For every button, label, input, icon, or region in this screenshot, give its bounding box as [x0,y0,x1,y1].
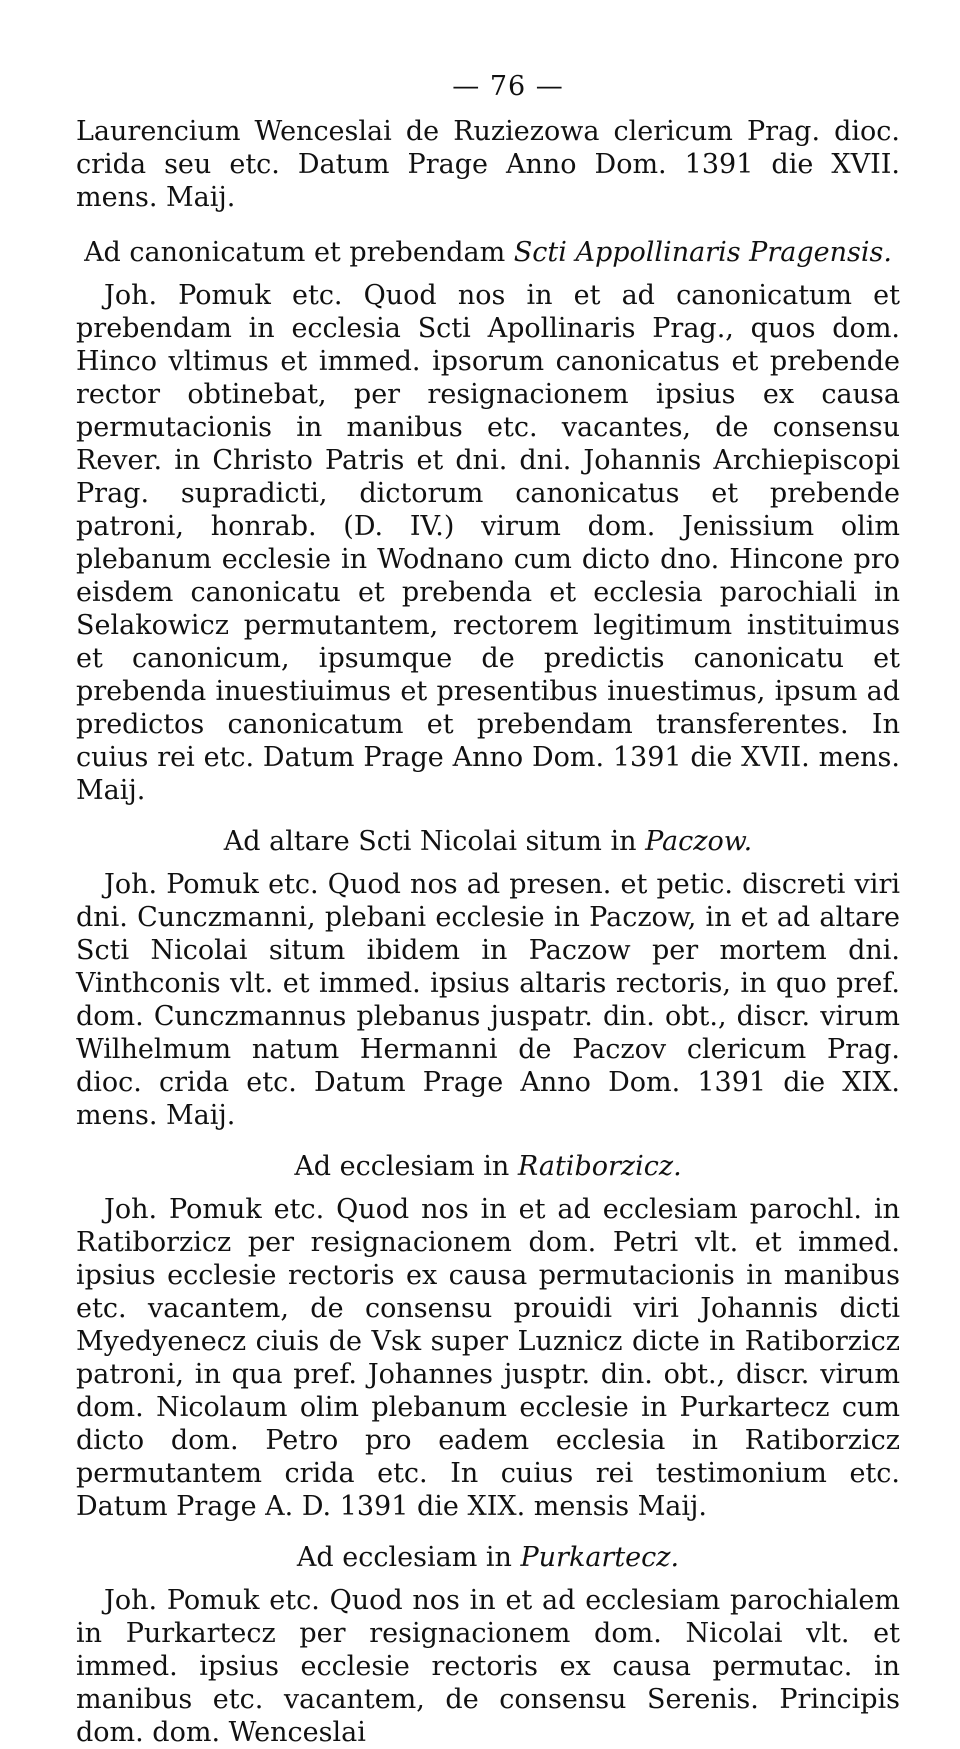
entry-text-3: Joh. Pomuk etc. Quod nos in et ad ecclesiam parochl. in Ratiborzicz per resignacionem dom. Petri vlt. et immed. ipsius ecclesie rectoris ex causa permutacionis in manibus etc. vacantem, de consensu prouidi viri Johannis dicti Myedyenecz ciuis de Vsk super Luznicz dicte in Ratiborzicz patroni, in qua pref. Johannes jusptr. din. obt., discr. virum dom. Nicolaum olim plebanum ecclesie in Purkartecz cum dicto dom. Petro pro eadem ecclesia in Ratiborzicz permutantem crida etc. In cuius rei testimonium etc. Datum Prage A. D. 1391 die XIX. mensis Maij. [76,1194,900,1522]
entry-heading-2-plain: Ad altare Scti Nicolai situm in [223,826,637,857]
entry-heading-3-plain: Ad ecclesiam in [294,1151,510,1182]
entry-heading-1-italic: Scti Appollinaris Pragensis. [513,237,892,268]
entry-heading-2 [76,825,900,858]
entry-text-4: Joh. Pomuk etc. Quod nos in et ad ecclesiam parochialem in Purkartecz per resignacionem dom. Nicolai vlt. et immed. ipsius ecclesie rectoris ex causa permutac. in manibus etc. vacantem, de consensu Serenis. Principis dom. dom. Wenceslai [76,1585,900,1748]
entry-heading-1 [76,236,900,269]
continuation-paragraph: Laurencium Wenceslai de Ruziezowa clericum Prag. dioc. crida seu etc. Datum Prage Anno Dom. 1391 die XVII. mens. Maij. [76,116,900,213]
entry-heading-3 [76,1150,900,1183]
entry-text-2: Joh. Pomuk etc. Quod nos ad presen. et petic. discreti viri dni. Cunczmanni, plebani ecclesie in Paczow, in et ad altare Scti Nicolai situm ibidem in Paczow per mortem dni. Vinthconis vlt. et immed. ipsius altaris rectoris, in quo pref. dom. Cunczmannus plebanus juspatr. din. obt., discr. virum Wilhelmum natum Hermanni de Paczov clericum Prag. dioc. crida etc. Datum Prage Anno Dom. 1391 die XIX. mens. Maij. [76,869,900,1131]
page-number: — 76 — [452,71,564,102]
entry-heading-4 [76,1541,900,1574]
entry-heading-2-italic: Paczow. [645,826,753,857]
entry-text-1: Joh. Pomuk etc. Quod nos in et ad canonicatum et prebendam in ecclesia Scti Apollinaris Prag., quos dom. Hinco vltimus et immed. ipsorum canonicatus et prebende rector obtinebat, per resignacionem ipsius ex causa permutacionis in manibus etc. vacantes, de consensu Rever. in Christo Patris et dni. dni. Johannis Archiepiscopi Prag. supradicti, dictorum canonicatus et prebende patroni, honrab. (D. IV.) virum dom. Jenissium olim plebanum ecclesie in Wodnano cum dicto dno. Hincone pro eisdem canonicatu et prebenda et ecclesia parochiali in Selakowicz permutantem, rectorem legitimum instituimus et canonicum, ipsumque de predictis canonicatu et prebenda inuestiuimus et presentibus inuestimus, ipsum ad predictos canonicatum et prebendam transferentes. In cuius rei etc. Datum Prage Anno Dom. 1391 die XVII. mens. Maij. [76,280,900,806]
entry-heading-3-italic: Ratiborzicz. [517,1151,682,1182]
entry-heading-4-italic: Purkartecz. [520,1542,680,1573]
entry-heading-1-plain: Ad canonicatum et prebendam [84,237,506,268]
entry-heading-4-plain: Ad ecclesiam in [296,1542,512,1573]
